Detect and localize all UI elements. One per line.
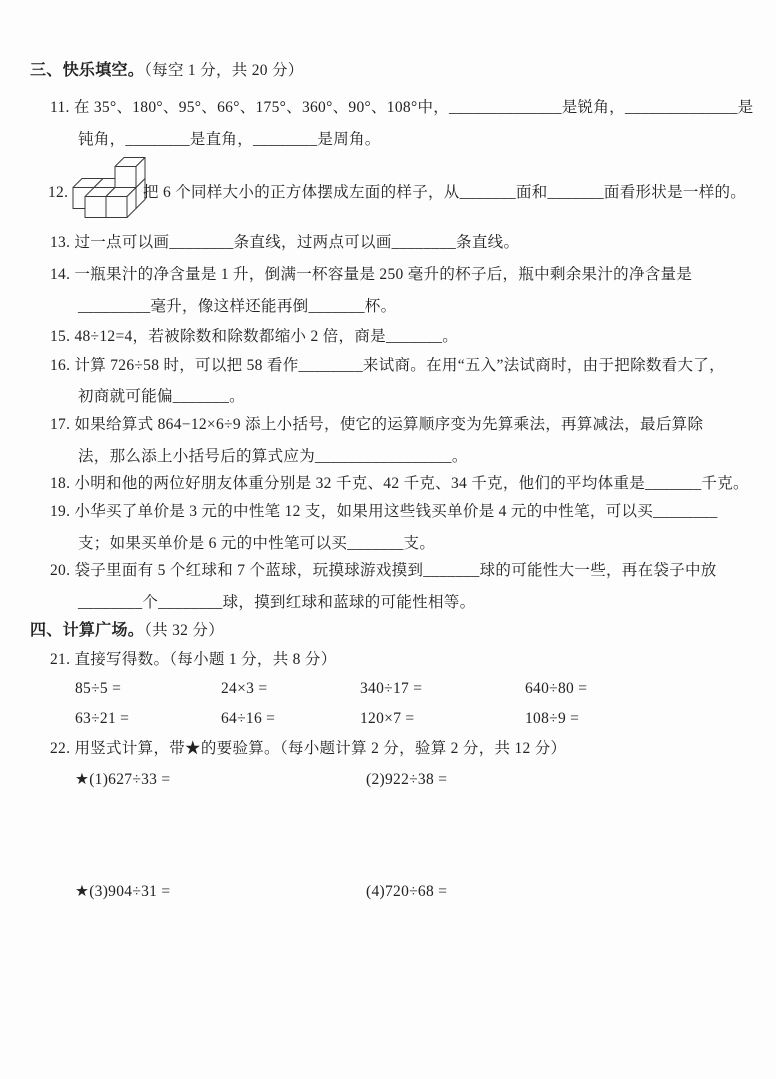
section-fill-heading xyxy=(30,60,304,82)
q14-line2: _________毫升，像这样还能再倒_______杯。 xyxy=(78,298,397,315)
q11-line1: 11. 在 35°、180°、95°、66°、175°、360°、90°、108°中，______________是锐角，______________是 xyxy=(50,99,754,116)
q22-row1 xyxy=(0,769,776,791)
section-fill-score-note: （每空 1 分，共 20 分） xyxy=(144,62,304,79)
section-calc-heading xyxy=(30,620,224,642)
q20-line2: ________个________球，摸到红球和蓝球的可能性相等。 xyxy=(78,594,476,611)
q21-expr-63-21: 63÷21 = xyxy=(75,710,130,727)
q22-title: 22. 用竖式计算，带★的要验算。（每小题计算 2 分，验算 2 分，共 12 分） xyxy=(50,740,567,757)
q13-line: 13. 过一点可以画________条直线，过两点可以画________条直线。 xyxy=(50,234,520,251)
q17-line1: 17. 如果给算式 864−12×6÷9 添上小括号，使它的运算顺序变为先算乘法，再算减法，最后算除 xyxy=(50,416,704,433)
q16-line1: 16. 计算 726÷58 时，可以把 58 看作________来试商。在用“五入”法试商时，由于把除数看大了， xyxy=(50,357,725,374)
q12-number: 12. xyxy=(48,184,69,201)
q22-item-2: (2)922÷38 = xyxy=(366,771,448,788)
q20-line1: 20. 袋子里面有 5 个红球和 7 个蓝球，玩摸球游戏摸到_______球的可能性大一些，再在袋子中放 xyxy=(50,562,717,579)
q15-line: 15. 48÷12=4，若被除数和除数都缩小 2 倍，商是_______。 xyxy=(50,328,459,345)
q21-expr-120x7: 120×7 = xyxy=(360,710,415,727)
q22-item-4: (4)720÷68 = xyxy=(366,883,448,900)
q21-row1 xyxy=(0,678,776,700)
q11-line2: 钝角，________是直角，________是周角。 xyxy=(78,131,381,148)
q21-expr-108-9: 108÷9 = xyxy=(525,710,580,727)
q21-expr-24x3: 24×3 = xyxy=(221,680,268,697)
q16-line2: 初商就可能偏_______。 xyxy=(78,388,245,405)
q14-line1: 14. 一瓶果汁的净含量是 1 升，倒满一杯容量是 250 毫升的杯子后，瓶中剩余果汁的净含量是 xyxy=(50,266,693,283)
q21-expr-340-17: 340÷17 = xyxy=(360,680,423,697)
q21-expr-640-80: 640÷80 = xyxy=(525,680,588,697)
q18-line: 18. 小明和他的两位好朋友体重分别是 32 千克、42 千克、34 千克，他们的平均体重是_______千克。 xyxy=(50,475,749,492)
q22-item-3-starred: ★(3)904÷31 = xyxy=(75,883,171,900)
q21-title: 21. 直接写得数。（每小题 1 分，共 8 分） xyxy=(50,651,337,668)
q21-expr-85-5: 85÷5 = xyxy=(75,680,122,697)
q19-line2: 支；如果买单价是 6 元的中性笔可以买_______支。 xyxy=(78,535,436,552)
q12-text: 把 6 个同样大小的正方体摆成左面的样子，从_______面和_______面看形状是一样的。 xyxy=(143,184,747,201)
q22-row2 xyxy=(0,881,776,903)
section-calc-score-note: （共 32 分） xyxy=(144,622,225,639)
q21-row2 xyxy=(0,708,776,730)
q19-line1: 19. 小华买了单价是 3 元的中性笔 12 支，如果用这些钱买单价是 4 元的中性笔，可以买________ xyxy=(50,503,718,520)
six-cubes-figure xyxy=(64,155,146,221)
q21-expr-64-16: 64÷16 = xyxy=(221,710,276,727)
section-fill-title: 三、快乐填空。 xyxy=(30,62,145,79)
q17-line2: 法，那么添上小括号后的算式应为_________________。 xyxy=(78,448,468,465)
section-calc-title: 四、计算广场。 xyxy=(30,622,145,639)
q22-item-1-starred: ★(1)627÷33 = xyxy=(75,771,171,788)
